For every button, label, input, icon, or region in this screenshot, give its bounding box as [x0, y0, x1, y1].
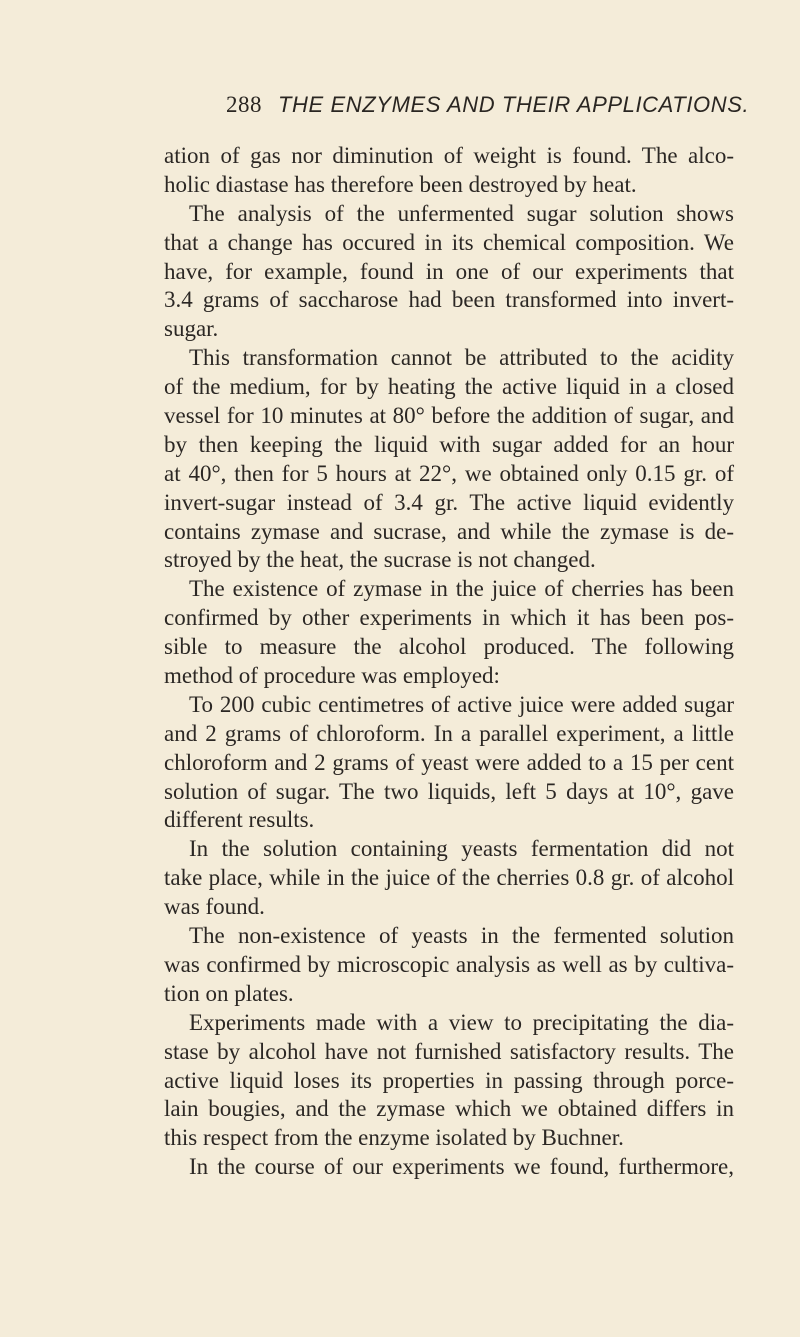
text-line: 3.4 grams of saccharose had been transformed into invert-	[164, 287, 734, 313]
text-line: holic diastase has therefore been destroyed by heat.	[164, 171, 637, 197]
text-line: ation of gas nor diminution of weight is found. The alco-	[164, 143, 734, 168]
text-line: and 2 grams of chloroform. In a parallel experiment, a little	[164, 720, 734, 746]
text-line: of the medium, for by heating the active liquid in a closed	[164, 374, 734, 400]
text-line: have, for example, found in one of our experiments that	[164, 258, 734, 284]
text-line: was found.	[164, 894, 265, 920]
text-line: confirmed by other experiments in which it has been pos-	[164, 605, 734, 631]
text-line: Experiments made with a view to precipitating the dia-	[189, 1009, 734, 1035]
text-line: In the solution containing yeasts fermentation did not	[189, 836, 734, 862]
text-line: contains zymase and sucrase, and while the zymase is de-	[164, 518, 734, 544]
text-line: take place, while in the juice of the cherries 0.8 gr. of alcohol	[164, 865, 734, 891]
page-number: 288	[226, 92, 262, 117]
text-line: chloroform and 2 grams of yeast were added to a 15 per cent	[164, 749, 734, 775]
text-line: solution of sugar. The two liquids, left 5 days at 10°, gave	[164, 778, 734, 804]
text-line: invert-sugar instead of 3.4 gr. The active liquid evidently	[164, 489, 734, 515]
text-line: stroyed by the heat, the sucrase is not changed.	[164, 547, 596, 573]
text-line: The existence of zymase in the juice of cherries has been	[189, 576, 734, 602]
body-text	[164, 142, 734, 1182]
text-line: The non-existence of yeasts in the fermented solution	[189, 923, 734, 949]
text-line: The analysis of the unfermented sugar solution shows	[189, 200, 734, 226]
text-line: active liquid loses its properties in passing through porce-	[164, 1067, 734, 1093]
text-line: sugar.	[164, 316, 219, 342]
text-line: that a change has occured in its chemical composition. We	[164, 229, 734, 255]
text-line: In the course of our experiments we found, furthermore,	[189, 1154, 734, 1180]
text-line: method of procedure was employed:	[164, 663, 500, 689]
text-line: stase by alcohol have not furnished satisfactory results. The	[164, 1038, 734, 1064]
text-line: lain bougies, and the zymase which we obtained differs in	[164, 1096, 734, 1122]
running-title: THE ENZYMES AND THEIR APPLICATIONS.	[278, 92, 750, 117]
text-line: at 40°, then for 5 hours at 22°, we obtained only 0.15 gr. of	[164, 460, 734, 486]
text-line: by then keeping the liquid with sugar added for an hour	[164, 431, 734, 457]
text-line: To 200 cubic centimetres of active juice were added sugar	[189, 691, 734, 717]
text-line: This transformation cannot be attributed to the acidity	[189, 345, 734, 371]
text-line: vessel for 10 minutes at 80° before the addition of sugar, and	[164, 403, 734, 429]
text-line: tion on plates.	[164, 980, 294, 1006]
text-line: different results.	[164, 807, 315, 833]
running-head	[0, 92, 800, 122]
text-line: was confirmed by microscopic analysis as well as by cultiva-	[164, 951, 734, 977]
text-line: sible to measure the alcohol produced. The following	[164, 634, 734, 660]
text-line: this respect from the enzyme isolated by Buchner.	[164, 1125, 624, 1151]
